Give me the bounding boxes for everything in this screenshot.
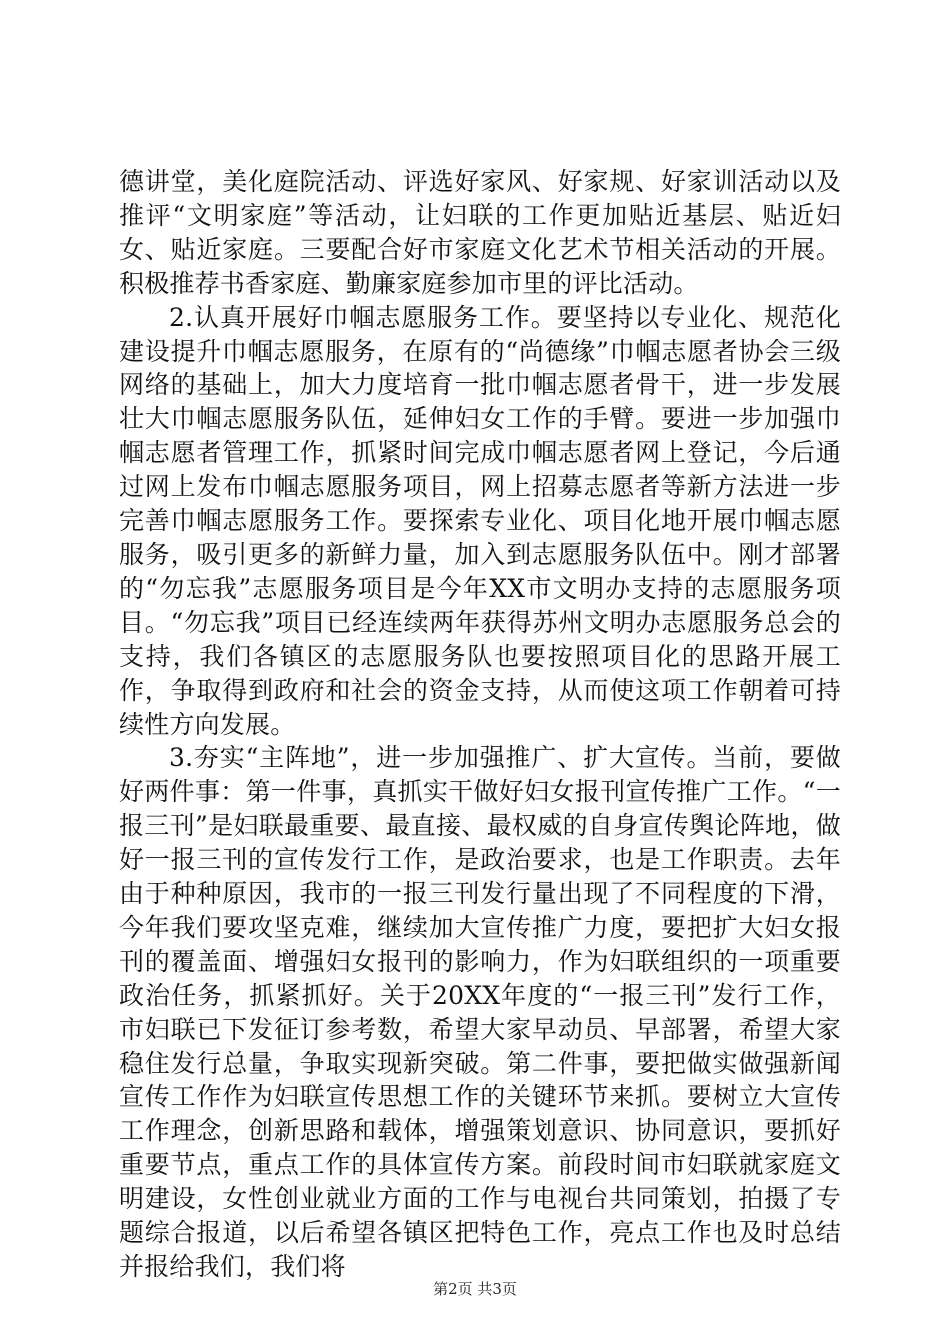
paragraph-continued: 德讲堂，美化庭院活动、评选好家风、好家规、好家训活动以及推评“文明家庭”等活动，让妇联的工作更加贴近基层、贴近妇女、贴近家庭。三要配合好市家庭文化艺术节相关活动的开展。积极推荐书香家庭、勤廉家庭参加市里的评比活动。 <box>119 167 841 298</box>
page-footer: 第2页 共3页 <box>433 1280 517 1298</box>
paragraph-publicity: 3.夯实“主阵地”，进一步加强推广、扩大宣传。当前，要做好两件事：第一件事，真抓实干做好妇女报刊宣传推广工作。“一报三刊”是妇联最重要、最直接、最权威的自身宣传舆论阵地，做好一报三刊的宣传发行工作，是政治要求，也是工作职责。去年由于种种原因，我市的一报三刊发行量出现了不同程度的下滑，今年我们要攻坚克难，继续加大宣传推广力度，要把扩大妇女报刊的覆盖面、增强妇女报刊的影响力，作为妇联组织的一项重要政治任务，抓紧抓好。关于20XX年度的“一报三刊”发行工作，市妇联已下发征订参考数，希望大家早动员、早部署，希望大家稳住发行总量，争取实现新突破。第二件事，要把做实做强新闻宣传工作作为妇联宣传思想工作的关键环节来抓。要树立大宣传工作理念，创新思路和载体，增强策划意识、协同意识，要抓好重要节点，重点工作的具体宣传方案。前段时间市妇联就家庭文明建设，女性创业就业方面的工作与电视台共同策划，拍摄了专题综合报道，以后希望各镇区把特色工作，亮点工作也及时总结并报给我们，我们将 <box>119 743 841 1281</box>
paragraph-volunteer-service: 2.认真开展好巾帼志愿服务工作。要坚持以专业化、规范化建设提升巾帼志愿服务，在原有的“尚德缘”巾帼志愿者协会三级网络的基础上，加大力度培育一批巾帼志愿者骨干，进一步发展壮大巾帼志愿服务队伍，延伸妇女工作的手臂。要进一步加强巾帼志愿者管理工作，抓紧时间完成巾帼志愿者网上登记，今后通过网上发布巾帼志愿服务项目，网上招募志愿者等新方法进一步完善巾帼志愿服务工作。要探索专业化、项目化地开展巾帼志愿服务，吸引更多的新鲜力量，加入到志愿服务队伍中。刚才部署的“勿忘我”志愿服务项目是今年XX市文明办支持的志愿服务项目。“勿忘我”项目已经连续两年获得苏州文明办志愿服务总会的支持，我们各镇区的志愿服务队也要按照项目化的思路开展工作，争取得到政府和社会的资金支持，从而使这项工作朝着可持续性方向发展。 <box>119 302 841 739</box>
document-body <box>119 165 841 1284</box>
